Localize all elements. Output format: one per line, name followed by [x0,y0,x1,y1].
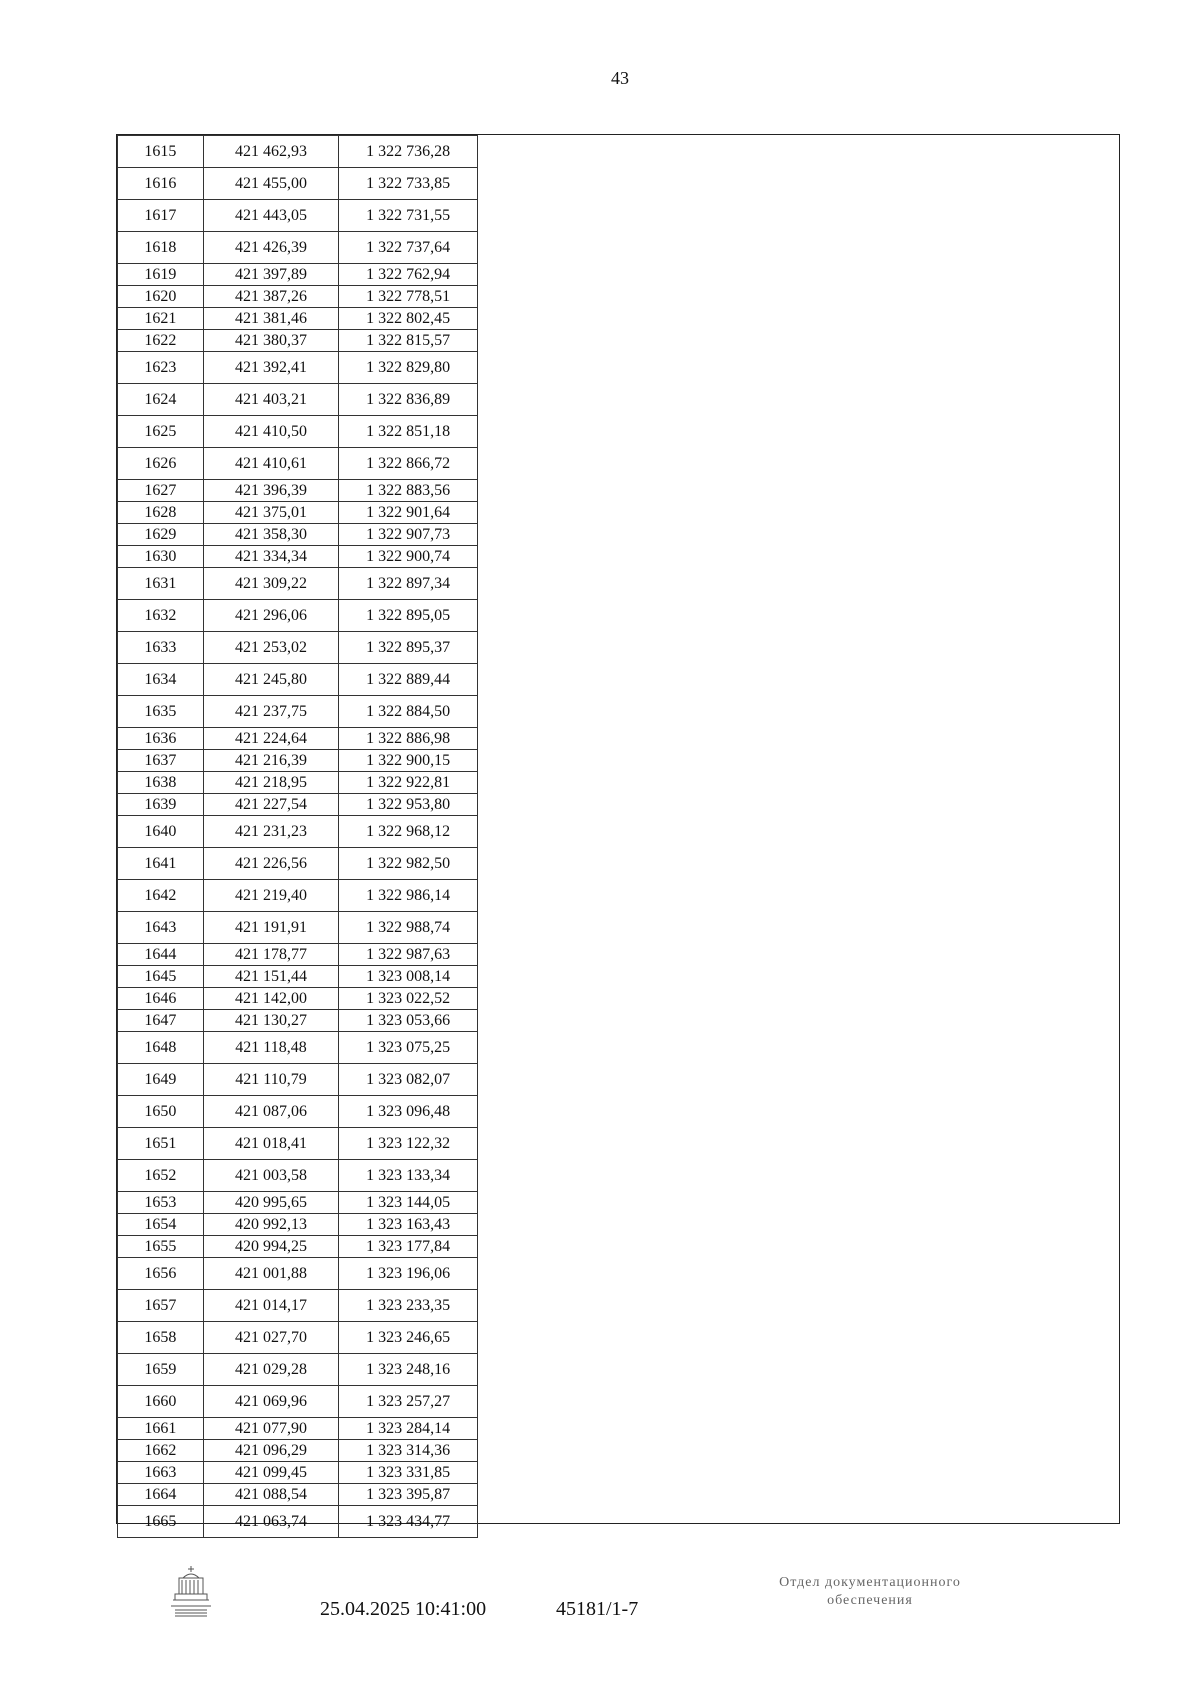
x-coordinate-cell: 421 443,05 [203,200,339,232]
x-coordinate-cell: 421 224,64 [203,728,339,750]
y-coordinate-cell: 1 322 897,34 [339,568,478,600]
y-coordinate-cell: 1 322 762,94 [339,264,478,286]
point-number-cell: 1650 [118,1096,204,1128]
point-number-cell: 1663 [118,1462,204,1484]
x-coordinate-cell: 421 392,41 [203,352,339,384]
table-row [118,384,478,416]
table-row [118,1258,478,1290]
x-coordinate-cell: 421 309,22 [203,568,339,600]
x-coordinate-cell: 420 995,65 [203,1192,339,1214]
x-coordinate-cell: 421 387,26 [203,286,339,308]
point-number-cell: 1657 [118,1290,204,1322]
point-number-cell: 1643 [118,912,204,944]
table-row [118,728,478,750]
x-coordinate-cell: 421 003,58 [203,1160,339,1192]
x-coordinate-cell: 421 077,90 [203,1418,339,1440]
x-coordinate-cell: 421 069,96 [203,1386,339,1418]
x-coordinate-cell: 421 063,74 [203,1506,339,1538]
y-coordinate-cell: 1 323 177,84 [339,1236,478,1258]
footer-datetime: 25.04.2025 10:41:00 [320,1598,487,1620]
y-coordinate-cell: 1 323 196,06 [339,1258,478,1290]
table-row [118,600,478,632]
y-coordinate-cell: 1 323 008,14 [339,966,478,988]
x-coordinate-cell: 421 014,17 [203,1290,339,1322]
point-number-cell: 1656 [118,1258,204,1290]
y-coordinate-cell: 1 322 900,15 [339,750,478,772]
coordinates-table-frame [116,134,1120,1530]
point-number-cell: 1636 [118,728,204,750]
y-coordinate-cell: 1 322 737,64 [339,232,478,264]
point-number-cell: 1664 [118,1484,204,1506]
y-coordinate-cell: 1 322 884,50 [339,696,478,728]
x-coordinate-cell: 420 994,25 [203,1236,339,1258]
point-number-cell: 1626 [118,448,204,480]
y-coordinate-cell: 1 322 986,14 [339,880,478,912]
point-number-cell: 1637 [118,750,204,772]
y-coordinate-cell: 1 322 953,80 [339,794,478,816]
x-coordinate-cell: 421 219,40 [203,880,339,912]
table-row [118,1322,478,1354]
x-coordinate-cell: 421 151,44 [203,966,339,988]
point-number-cell: 1641 [118,848,204,880]
x-coordinate-cell: 421 099,45 [203,1462,339,1484]
point-number-cell: 1646 [118,988,204,1010]
x-coordinate-cell: 421 130,27 [203,1010,339,1032]
point-number-cell: 1642 [118,880,204,912]
point-number-cell: 1661 [118,1418,204,1440]
y-coordinate-cell: 1 323 133,34 [339,1160,478,1192]
table-row [118,1440,478,1462]
y-coordinate-cell: 1 323 257,27 [339,1386,478,1418]
point-number-cell: 1618 [118,232,204,264]
point-number-cell: 1652 [118,1160,204,1192]
y-coordinate-cell: 1 322 883,56 [339,480,478,502]
x-coordinate-cell: 421 001,88 [203,1258,339,1290]
point-number-cell: 1627 [118,480,204,502]
point-number-cell: 1617 [118,200,204,232]
point-number-cell: 1647 [118,1010,204,1032]
table-row [118,200,478,232]
point-number-cell: 1633 [118,632,204,664]
table-row [118,816,478,848]
table-row [118,1418,478,1440]
y-coordinate-cell: 1 323 022,52 [339,988,478,1010]
table-row [118,480,478,502]
point-number-cell: 1629 [118,524,204,546]
x-coordinate-cell: 421 178,77 [203,944,339,966]
y-coordinate-cell: 1 322 907,73 [339,524,478,546]
y-coordinate-cell: 1 323 331,85 [339,1462,478,1484]
emblem-icon [169,1564,213,1620]
table-row [118,1386,478,1418]
table-row [118,168,478,200]
y-coordinate-cell: 1 322 968,12 [339,816,478,848]
point-number-cell: 1655 [118,1236,204,1258]
table-row [118,848,478,880]
y-coordinate-cell: 1 322 922,81 [339,772,478,794]
table-row [118,1214,478,1236]
y-coordinate-cell: 1 322 866,72 [339,448,478,480]
point-number-cell: 1649 [118,1064,204,1096]
x-coordinate-cell: 421 227,54 [203,794,339,816]
y-coordinate-cell: 1 322 736,28 [339,136,478,168]
y-coordinate-cell: 1 322 886,98 [339,728,478,750]
x-coordinate-cell: 421 245,80 [203,664,339,696]
department-stamp [730,1574,1010,1610]
table-row [118,524,478,546]
y-coordinate-cell: 1 322 901,64 [339,502,478,524]
y-coordinate-cell: 1 322 895,37 [339,632,478,664]
table-row [118,1064,478,1096]
y-coordinate-cell: 1 322 733,85 [339,168,478,200]
x-coordinate-cell: 421 087,06 [203,1096,339,1128]
y-coordinate-cell: 1 322 988,74 [339,912,478,944]
point-number-cell: 1621 [118,308,204,330]
y-coordinate-cell: 1 322 889,44 [339,664,478,696]
y-coordinate-cell: 1 323 144,05 [339,1192,478,1214]
y-coordinate-cell: 1 323 122,32 [339,1128,478,1160]
y-coordinate-cell: 1 323 314,36 [339,1440,478,1462]
table-row [118,632,478,664]
point-number-cell: 1653 [118,1192,204,1214]
point-number-cell: 1632 [118,600,204,632]
table-row [118,1236,478,1258]
x-coordinate-cell: 421 027,70 [203,1322,339,1354]
point-number-cell: 1634 [118,664,204,696]
point-number-cell: 1644 [118,944,204,966]
x-coordinate-cell: 421 380,37 [203,330,339,352]
point-number-cell: 1662 [118,1440,204,1462]
point-number-cell: 1654 [118,1214,204,1236]
point-number-cell: 1645 [118,966,204,988]
table-row [118,880,478,912]
y-coordinate-cell: 1 323 395,87 [339,1484,478,1506]
x-coordinate-cell: 421 216,39 [203,750,339,772]
table-row [118,264,478,286]
table-row [118,568,478,600]
table-row [118,330,478,352]
point-number-cell: 1648 [118,1032,204,1064]
point-number-cell: 1660 [118,1386,204,1418]
table-row [118,794,478,816]
point-number-cell: 1640 [118,816,204,848]
y-coordinate-cell: 1 323 053,66 [339,1010,478,1032]
x-coordinate-cell: 421 410,50 [203,416,339,448]
table-row [118,1354,478,1386]
x-coordinate-cell: 421 334,34 [203,546,339,568]
table-row [118,750,478,772]
x-coordinate-cell: 421 426,39 [203,232,339,264]
table-row [118,448,478,480]
y-coordinate-cell: 1 323 434,77 [339,1506,478,1538]
table-row [118,1290,478,1322]
x-coordinate-cell: 421 191,91 [203,912,339,944]
y-coordinate-cell: 1 322 987,63 [339,944,478,966]
coordinates-table-body [118,136,478,1538]
y-coordinate-cell: 1 322 982,50 [339,848,478,880]
x-coordinate-cell: 421 253,02 [203,632,339,664]
point-number-cell: 1631 [118,568,204,600]
x-coordinate-cell: 421 455,00 [203,168,339,200]
x-coordinate-cell: 421 142,00 [203,988,339,1010]
y-coordinate-cell: 1 322 895,05 [339,600,478,632]
y-coordinate-cell: 1 323 163,43 [339,1214,478,1236]
y-coordinate-cell: 1 322 836,89 [339,384,478,416]
table-row [118,696,478,728]
table-row [118,1010,478,1032]
x-coordinate-cell: 421 029,28 [203,1354,339,1386]
x-coordinate-cell: 421 410,61 [203,448,339,480]
x-coordinate-cell: 421 396,39 [203,480,339,502]
table-row [118,546,478,568]
stamp-line-2: обеспечения [827,1593,913,1609]
table-row [118,1484,478,1506]
coordinates-table [117,135,478,1538]
point-number-cell: 1639 [118,794,204,816]
point-number-cell: 1651 [118,1128,204,1160]
table-row [118,308,478,330]
x-coordinate-cell: 421 218,95 [203,772,339,794]
table-row [118,502,478,524]
point-number-cell: 1625 [118,416,204,448]
point-number-cell: 1658 [118,1322,204,1354]
x-coordinate-cell: 421 088,54 [203,1484,339,1506]
y-coordinate-cell: 1 322 851,18 [339,416,478,448]
table-row [118,286,478,308]
point-number-cell: 1619 [118,264,204,286]
point-number-cell: 1638 [118,772,204,794]
point-number-cell: 1620 [118,286,204,308]
stamp-line-1: Отдел документационного [779,1575,961,1590]
y-coordinate-cell: 1 323 075,25 [339,1032,478,1064]
y-coordinate-cell: 1 323 082,07 [339,1064,478,1096]
y-coordinate-cell: 1 322 900,74 [339,546,478,568]
x-coordinate-cell: 421 358,30 [203,524,339,546]
y-coordinate-cell: 1 322 815,57 [339,330,478,352]
point-number-cell: 1615 [118,136,204,168]
y-coordinate-cell: 1 323 096,48 [339,1096,478,1128]
y-coordinate-cell: 1 323 284,14 [339,1418,478,1440]
x-coordinate-cell: 421 375,01 [203,502,339,524]
table-row [118,1096,478,1128]
x-coordinate-cell: 420 992,13 [203,1214,339,1236]
table-row [118,912,478,944]
point-number-cell: 1622 [118,330,204,352]
footer [0,1562,1200,1642]
x-coordinate-cell: 421 381,46 [203,308,339,330]
x-coordinate-cell: 421 397,89 [203,264,339,286]
point-number-cell: 1659 [118,1354,204,1386]
table-row [118,1462,478,1484]
table-row [118,1032,478,1064]
y-coordinate-cell: 1 322 778,51 [339,286,478,308]
table-row [118,1128,478,1160]
x-coordinate-cell: 421 096,29 [203,1440,339,1462]
x-coordinate-cell: 421 226,56 [203,848,339,880]
point-number-cell: 1616 [118,168,204,200]
table-row [118,772,478,794]
y-coordinate-cell: 1 323 248,16 [339,1354,478,1386]
x-coordinate-cell: 421 403,21 [203,384,339,416]
table-row [118,416,478,448]
y-coordinate-cell: 1 322 802,45 [339,308,478,330]
y-coordinate-cell: 1 323 233,35 [339,1290,478,1322]
y-coordinate-cell: 1 323 246,65 [339,1322,478,1354]
table-row [118,232,478,264]
page-number: 43 [611,68,629,88]
x-coordinate-cell: 421 018,41 [203,1128,339,1160]
point-number-cell: 1628 [118,502,204,524]
table-row [118,352,478,384]
point-number-cell: 1623 [118,352,204,384]
table-row [118,1506,478,1538]
table-row [118,944,478,966]
table-row [118,664,478,696]
table-row [118,1160,478,1192]
x-coordinate-cell: 421 296,06 [203,600,339,632]
y-coordinate-cell: 1 322 829,80 [339,352,478,384]
point-number-cell: 1630 [118,546,204,568]
footer-document-code: 45181/1-7 [556,1598,639,1620]
point-number-cell: 1635 [118,696,204,728]
table-row [118,988,478,1010]
y-coordinate-cell: 1 322 731,55 [339,200,478,232]
point-number-cell: 1665 [118,1506,204,1538]
x-coordinate-cell: 421 462,93 [203,136,339,168]
x-coordinate-cell: 421 118,48 [203,1032,339,1064]
x-coordinate-cell: 421 237,75 [203,696,339,728]
table-row [118,966,478,988]
x-coordinate-cell: 421 231,23 [203,816,339,848]
x-coordinate-cell: 421 110,79 [203,1064,339,1096]
table-row [118,1192,478,1214]
point-number-cell: 1624 [118,384,204,416]
table-row [118,136,478,168]
